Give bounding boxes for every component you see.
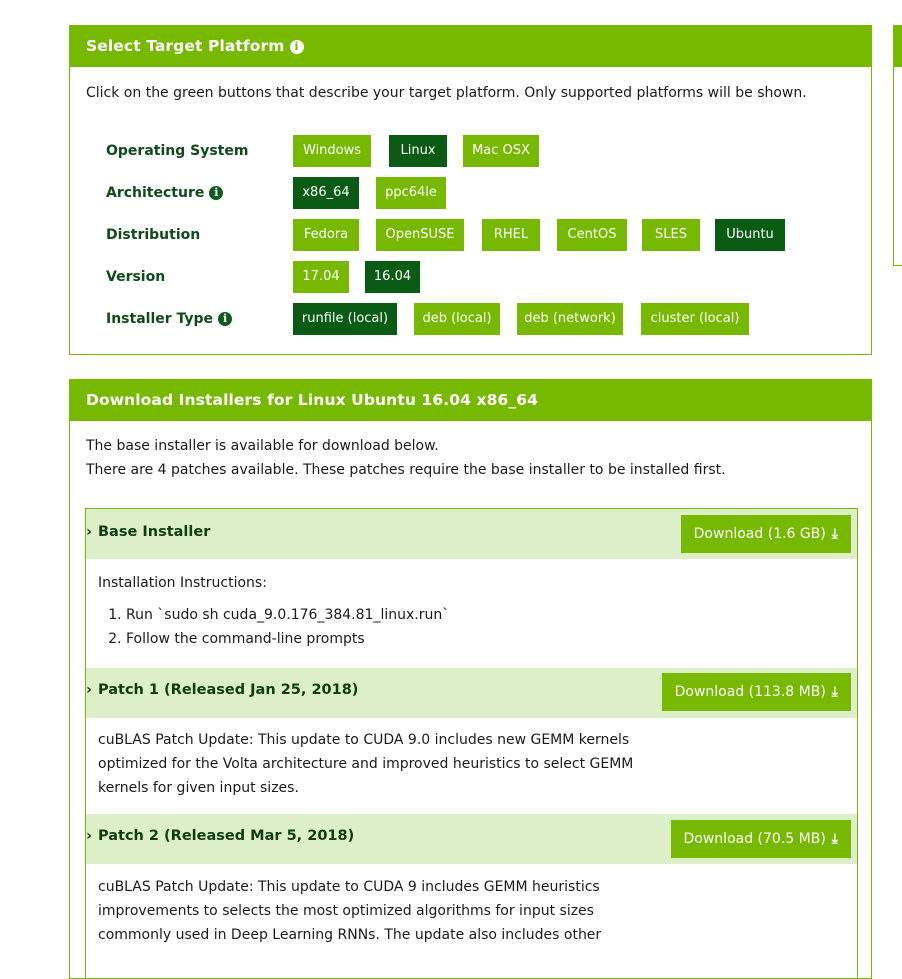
patch-line: optimized for the Volta architecture and improved heuristics to select GEMM [98,756,634,772]
download-patch-2-button[interactable]: Download (70.5 MB) ⤓ [671,820,851,858]
patch-2-body [98,875,601,947]
download-icon: ⤓ [831,831,838,847]
option-ubuntu[interactable]: Ubuntu [715,219,785,251]
base-installer-title: Base Installer [98,524,211,540]
option-opensuse[interactable]: OpenSUSE [376,219,464,251]
patch-1-header[interactable] [86,668,857,718]
option-centos[interactable]: CentOS [557,219,627,251]
patch-line: cuBLAS Patch Update: This update to CUDA 9 includes GEMM heuristics [98,879,600,895]
select-platform-panel [69,25,872,355]
row-label: Operating System [106,143,249,159]
row-version [106,261,866,293]
option-ppc64le[interactable]: ppc64le [376,177,446,209]
chevron-right-icon: › [86,828,92,844]
option-deb-local[interactable]: deb (local) [414,303,500,335]
chevron-right-icon: › [86,682,92,698]
chevron-right-icon: › [86,524,92,540]
base-installer-header[interactable] [86,509,857,559]
select-platform-header [70,26,871,67]
patch-line: cuBLAS Patch Update: This update to CUDA 9.0 includes new GEMM kernels [98,732,630,748]
download-header: Download Installers for Linux Ubuntu 16.04 x86_64 [70,380,871,421]
info-icon[interactable]: i [218,312,232,326]
row-distribution [106,219,866,251]
patch-2-header[interactable] [86,814,857,864]
patch-1-body [98,728,633,800]
option-windows[interactable]: Windows [293,135,371,167]
option-17-04[interactable]: 17.04 [293,261,349,293]
download-base-button[interactable]: Download (1.6 GB) ⤓ [681,515,851,553]
row-label: Installer Type i [106,303,232,335]
patch-line: commonly used in Deep Learning RNNs. The update also includes other [98,927,602,943]
option-sles[interactable]: SLES [642,219,700,251]
row-installer-type [106,303,866,335]
option-runfile-local[interactable]: runfile (local) [293,303,397,335]
download-icon: ⤓ [831,526,838,542]
instruction-step: 1. Run `sudo sh cuda_9.0.176_384.81_linux.run` [126,603,449,627]
download-desc-2: There are 4 patches available. These patches require the base installer to be installed first. [86,462,726,478]
patch-line: improvements to selects the most optimized algorithms for input sizes [98,903,594,919]
download-icon: ⤓ [831,684,838,700]
patch-line: kernels for given input sizes. [98,780,299,796]
option-linux[interactable]: Linux [389,135,447,167]
option-16-04[interactable]: 16.04 [365,261,420,293]
download-patch-1-button[interactable]: Download (113.8 MB) ⤓ [662,673,851,711]
info-icon[interactable]: i [290,40,304,54]
option-x86-64[interactable]: x86_64 [293,177,359,209]
select-platform-title: Select Target Platform [86,37,285,55]
download-desc-1: The base installer is available for download below. [86,438,439,454]
instruction-step: 2. Follow the command-line prompts [126,627,449,651]
base-installer-body [98,571,449,651]
instructions-list [98,603,449,651]
row-label: Version [106,269,166,285]
row-architecture [106,177,866,209]
patch-2-title: Patch 2 (Released Mar 5, 2018) [98,828,355,844]
row-label: Architecture i [106,177,223,209]
option-cluster-local[interactable]: cluster (local) [641,303,749,335]
option-mac-osx[interactable]: Mac OSX [463,135,539,167]
platform-intro: Click on the green buttons that describe your target platform. Only supported platforms will be shown. [86,85,807,101]
row-operating-system [106,135,866,167]
instructions-label: Installation Instructions: [98,575,267,591]
option-rhel[interactable]: RHEL [482,219,540,251]
download-installers-panel [69,379,872,979]
installer-accordion [85,508,858,978]
row-label: Distribution [106,227,201,243]
patch-1-title: Patch 1 (Released Jan 25, 2018) [98,682,359,698]
side-panel-edge [893,25,902,266]
option-deb-network[interactable]: deb (network) [517,303,623,335]
info-icon[interactable]: i [209,186,223,200]
option-fedora[interactable]: Fedora [293,219,359,251]
